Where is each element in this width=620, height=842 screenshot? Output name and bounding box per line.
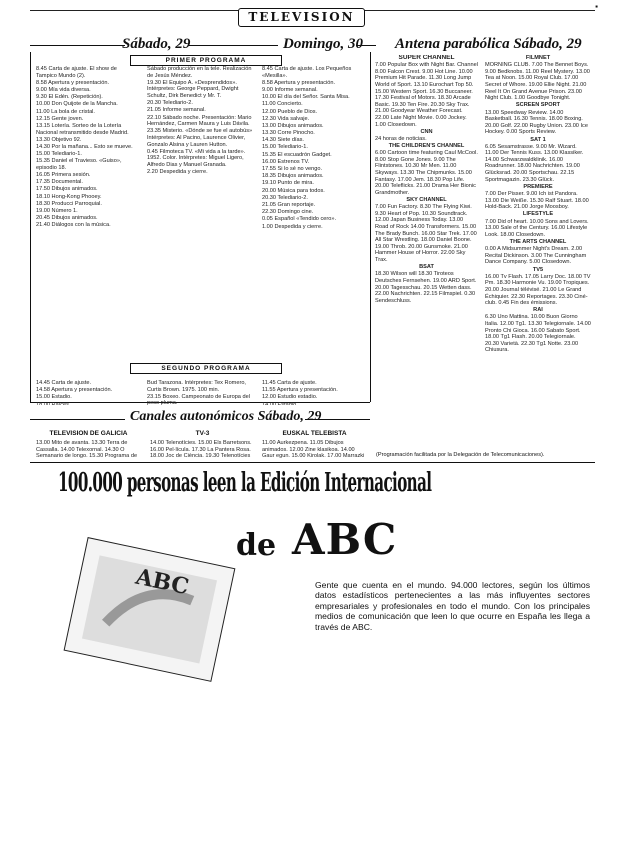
list-item: 18.10 Hong-Kong Phooey. (36, 193, 102, 200)
list-item: 14.00 Estadio. (262, 401, 298, 405)
page-corner-mark: ▪ (595, 2, 598, 11)
rule (305, 419, 370, 420)
euskal-schedule (262, 440, 366, 460)
list-item: 20.45 Dibujos animados. (36, 215, 98, 222)
list-item: 17.35 Documental. (36, 179, 83, 186)
channel-schedule: 11.00 Aurkezpena. 11.05 Dibujos animados. 12.00 Zine klasikoa. 14.00 Gaur egun. 15.00 Kirolak. 17.00 Marrazki (262, 440, 365, 460)
rule (356, 45, 376, 46)
frame-left (30, 52, 31, 402)
list-item: 19.00 Número 1. (36, 207, 78, 214)
list-item: 0.05 Español «Tendido cero». (262, 216, 337, 223)
channel-schedule: 7.00 Fun Factory. 8.30 The Flying Kiwi. 9.30 Heart of Pop. 10.30 Soundtrack. 12.00 Japan Business Today. 13.00 Road of Rock 14.00 Transformers. 15.00 The Brady Bunch. 16.00 Star Trek. 17.00 All Star Wrestling. 18.00 Daniel Boone. 19.00 Throb. 20.00 Gunsmoke. 21.00 Hammer House of Horror. 22.00 Sky Trax. (375, 204, 477, 263)
day-title-antena: Antena parabólica Sábado, 29 (395, 36, 582, 52)
channel-schedule: 7.00 Der Pisser. 9.00 Ich ist Pandora. 13.00 Die Weiße. 15.30 Ralf Stuart. 18.00 Hold-Back. 21.00 Jorge Moosboy. (485, 191, 589, 211)
list-item: 13.30 Objetivo 92. (36, 136, 82, 143)
frame-divider (370, 52, 371, 402)
sat-segundo-mid (147, 380, 255, 405)
list-item: 8.58 Apertura y presentación. (36, 79, 110, 86)
channel-name: TELEVISION DE GALICIA (49, 430, 128, 437)
list-item: 19.10 Punto de mira. (262, 180, 314, 187)
list-item: 13.15 Lotería. Sorteo de la Lotería Nacional retransmitido desde Madrid. (36, 122, 129, 136)
list-item: 12.00 Pueblo de Dios. (262, 108, 318, 115)
list-item: 17.55 Si lo sé no vengo. (262, 166, 323, 173)
list-item: 14.58 Apertura y presentación. (36, 387, 113, 394)
channel-name: LIFESTYLE (522, 211, 554, 218)
channel-name: TV-3 (195, 430, 210, 437)
list-item: Sábado producción en la tele. Realización de Jesús Méndez. (147, 66, 252, 79)
section-header-segundo: SEGUNDO PROGRAMA (130, 363, 282, 374)
list-item: 9.30 El Edén. (Repetición). (36, 94, 103, 101)
newspaper-image (50, 532, 250, 682)
list-item: 17.50 Dibujos animados. (36, 186, 98, 193)
ad-top-rule (30, 462, 595, 463)
ad-headline: 100.000 personas leen la Edición Internacional (58, 468, 432, 498)
list-item: 14.30 Siete días. (262, 137, 304, 144)
channel-schedule: 13.00 Speedway Review. 14.00 Basketball. 16.30 Tennis. 18.00 Boxing. 20.00 Golf. 22.00 Rugby Union. 23.00 Ice Hockey. 0.00 Sports Review. (485, 109, 588, 136)
channel-schedule: 6.30 Uno Mattina. 10.00 Buon Giorno Italia. 12.00 Tg1. 13.30 Telegiornale. 14.00 Pronto Chi Gioca. 16.00 Sabato Sport. 18.00 Tg1 Flash. 20.00 Telegiornale. 20.30 Varietà. 22.30 Tg1 Notte. 23.00 Chiusura. (485, 314, 591, 354)
sat-segundo-left (36, 380, 136, 405)
list-item: 19.30 El Equipo A. «Desprendidos». Intérpretes: George Peppard, Dwight Schultz, Dirk Benedict y Mr. T. (147, 79, 239, 99)
list-item: 16.00 Estrenos TV. (262, 158, 310, 165)
list-item: 22.30 Domingo cine. (262, 209, 314, 216)
channel-name: THE CHILDREN'S CHANNEL (388, 143, 465, 150)
rule (30, 419, 125, 420)
day-title-sabado: Sábado, 29 (122, 36, 191, 52)
paper-label: ABC (133, 563, 192, 601)
list-item: 22.10 Sábado noche. Presentación: Mario Hernández, Carmen Maura y Luis Dávila. (147, 114, 252, 128)
list-item: 18.35 Dibujos animados. (262, 173, 324, 180)
channel-schedule: 6.00 Cartoon time featuring Caul McCool. 8.00 Stop Gone Jones. 9.00 The Flintstones. 10.30 Mr Men. 11.00 Skyways. 13.30 The Chipmunks. 15.00 Fantasy. 17.00 Jem. 18.30 Pop Life. 20.00 Teleflicks. 21.00 Drama Her Bionic Grandmother. (375, 150, 478, 196)
channel-schedule: 14.00 Telenotícies. 15.00 Els Barretsons. 16.00 Pel·lícula. 17.30 La Pantera Rosa. 18.00 Joc de Ciència. 19.30 Telenotícies (150, 440, 252, 460)
channel-name: EUSKAL TELEBISTA (282, 430, 347, 437)
channel-schedule: 16.00 Tv Flash. 17.05 Larry Doc. 18.00 TV Pm. 18.30 Harmonie Vu. 19.00 Tropiques. 20.00 Journal télévisé. 21.00 Le Grand Échiquier. 22.30 Reportages. 23.30 Ciné-club. 0.45 Fin des émissions. (485, 273, 591, 307)
sat-primer-mid (147, 66, 255, 356)
list-item: 12.00 Estudio estadio. (262, 394, 318, 401)
ad-abc-logo: ABC (292, 515, 398, 564)
list-item: 16.05 Primera sesión. (36, 172, 91, 179)
channel-schedule: 6.05 Sesamstrasse. 9.00 Mr. Wizard. 11.00 Der Tennis Kuss. 13.00 Klassiker. 14.00 Schwarzwaldklinik. 16.00 Roadrunner. 18.00 Nachrichten. 19.00 Glücksrad. 20.00 Sportschau. 22.15 Sportmagazin. 23.30 Glück. (485, 143, 584, 183)
channel-name: CNN (420, 128, 433, 135)
channel-name: SAT 1 (530, 136, 546, 143)
channel-name: TV5 (532, 266, 544, 273)
list-item: 0.45 Filmoteca TV. «Mi vida a la tarde». 1952. Color. Intérpretes: Miguel Ligero, Alfredo Dias y Manuel Granada. (147, 148, 246, 168)
channel-schedule: 18.30 Wilson will 18.30 Tiroteos Deutsches Fernsehen. 19.00 ARD Sport. 20.00 Tagesschau. 20.15 Wetten dass. 22.00 Nachrichten. 22.15 Filmspiel. 0.30 Sendeschluss. (375, 271, 477, 304)
list-item: 10.00 El día del Señor. Santa Misa. (262, 94, 350, 101)
list-item: 18.00 Raíces. (36, 401, 71, 405)
list-item: 12.30 Vida salvaje. (262, 115, 310, 122)
section-header-primer: PRIMER PROGRAMA (130, 55, 282, 66)
list-item: 15.00 Telediario-1. (262, 144, 308, 151)
list-item: 21.40 Diálogos con la música. (36, 222, 111, 229)
tv3-schedule (150, 440, 254, 460)
sat-primer-left (36, 66, 136, 351)
list-item: 15.00 Telediario-1. (36, 151, 82, 158)
list-item: 12.15 Gente joven. (36, 115, 84, 122)
galicia-schedule (36, 440, 140, 460)
list-item: 23.15 Boxeo. Campeonato de Europa del peso pluma. (147, 393, 250, 405)
list-item: 10.00 Don Quijote de la Mancha. (36, 101, 118, 108)
list-item: 21.05 Gran reportaje. (262, 201, 316, 208)
section-header-canales: Canales autonómicos Sábado, 29 (130, 409, 322, 424)
dom-segundo (262, 380, 366, 405)
list-item: 14.45 Carta de ajuste. (36, 380, 92, 386)
channel-name: FILMNET (525, 55, 551, 61)
list-item: 15.35 Daniel el Travieso. «Guiso», episodio 18. (36, 158, 122, 171)
channel-schedule: 24 horas de noticias. (375, 135, 427, 142)
channel-schedule: 13.00 Mito de avanta. 13.30 Terra de Cassalla. 14.00 Telexornal. 14.30 O Semanario de longo. 15.30 Programa de (36, 440, 138, 460)
ad-paragraph: Gente que cuenta en el mundo. 94.000 lectores, según los últimos datos estadísticos pertenecientes a las más influyentes sectores empresariales y profesionales en todo el mundo. Con los principales medios de comunicación que leen lo que ocurre en España les llega a través de ABC. (315, 580, 590, 632)
list-item: 11.45 Carta de ajuste. (262, 380, 317, 386)
footnote: (Programación facilitada por la Delegación de Telecomunicaciones). (376, 452, 545, 458)
list-item: 18.30 Producci Parroquial. (36, 200, 102, 207)
channel-name: BSAT (419, 264, 434, 271)
channel-name: PREMIERE (523, 183, 553, 190)
ad-body-text (315, 580, 590, 632)
rule (30, 45, 125, 46)
channel-name: RAI (533, 307, 543, 314)
channel-name: THE ARTS CHANNEL (509, 238, 567, 245)
day-title-domingo: Domingo, 30 (283, 36, 364, 52)
list-item: 8.45 Carta de ajuste. El show de Tampico Mundo (2). (36, 66, 117, 79)
list-item: 23.35 Misterio. «Dónde se fue el autobús» Intérpretes: Al Pacino, Laurence Olivier, Gonzalo Alsina y Lauren Hutton. (147, 128, 253, 148)
list-item: 13.00 Dibujos animados. (262, 122, 324, 129)
channel-schedule: 7.00 Did of heart. 10.00 Sons and Lovers. 13.00 Sale of the Century. 16.00 Lifestyle Look. 18.00 Closedown. (485, 218, 589, 238)
list-item: 1.00 Despedida y cierre. (262, 223, 323, 230)
channel-schedule: MORNING CLUB. 7.00 The Bennet Boys. 9.00 Bedknobs. 11.00 Reel Mystery. 13.00 Tea at Noon. 15.00 Royal Club. 17.00 Secret of Whore. 19.00 Ellie Night. 21.00 Reel It On Grand Avenue Prison. 23.00 Night Club. 1.00 Goodbye Tonight. (485, 62, 590, 102)
channel-schedule: 7.00 Popular Box with Night Bar. Channel 8.00 Falcon Crest. 9.00 Hot Line. 10.00 Premium Hit Parade. 11.30 Long Jump World of Sport. 13.10 Eurochart Top 50. 15.00 Western Sport. 16.30 Buccaneer. 17.30 Festival of Motors. 18.30 Arcade Basic. 19.30 Ten Fire. 20.30 Sky Trax. 21.00 Goodyear Weather Forecast. 22.00 Late Night Movie. 0.00 Jockey. 1.00 Closedown. (375, 62, 478, 128)
list-item: 8.45 Carta de ajuste. Los Pequeños «Mesilla». (262, 66, 352, 79)
list-item: 2.20 Despedida y cierre. (147, 169, 208, 176)
list-item: 20.30 Telediario-2. (147, 100, 193, 107)
list-item: Bud Tarazona. Intérpretes: Tex Romero, Curtis Brown. 1975. 100 min. (147, 380, 246, 393)
ad-de: de (236, 528, 277, 563)
list-item: 21.05 Informe semanal. (147, 107, 206, 114)
list-item: 20.00 Música para todos. (262, 187, 325, 194)
list-item: 11.55 Apertura y presentación. (262, 387, 338, 394)
rule (188, 45, 278, 46)
list-item: 15.35 El escuadrón Gadget. (262, 151, 332, 158)
antena-col-2 (485, 55, 591, 450)
list-item: 9.00 Mía vida diversa. (36, 86, 91, 93)
channel-name: SUPER CHANNEL (398, 55, 455, 61)
list-item: 9.00 Informe semanal. (262, 86, 318, 93)
list-item: 15.00 Estadio. (36, 394, 72, 401)
list-item: 13.30 Corre Pinocho. (262, 130, 315, 137)
channel-name: SKY CHANNEL (406, 197, 447, 204)
dom-primer (262, 66, 366, 356)
antena-col-1 (375, 55, 478, 450)
list-item: 11.00 La bola de cristal. (36, 108, 95, 115)
channel-schedule: 0.00 A Midsummer Night's Dream. 2.00 Recital Dickinson. 3.00 The Cunningham Dance Company. 5.00 Closedown. (485, 246, 587, 266)
list-item: 11.00 Concierto. (262, 101, 303, 108)
list-item: 20.30 Telediario-2. (262, 194, 308, 201)
channel-name: SCREEN SPORT (515, 102, 561, 109)
list-item: 8.58 Apertura y presentación. (262, 79, 336, 86)
list-item: 14.30 Por la mañana... Esto se mueve. (36, 143, 133, 150)
page-title: TELEVISION (238, 8, 365, 27)
